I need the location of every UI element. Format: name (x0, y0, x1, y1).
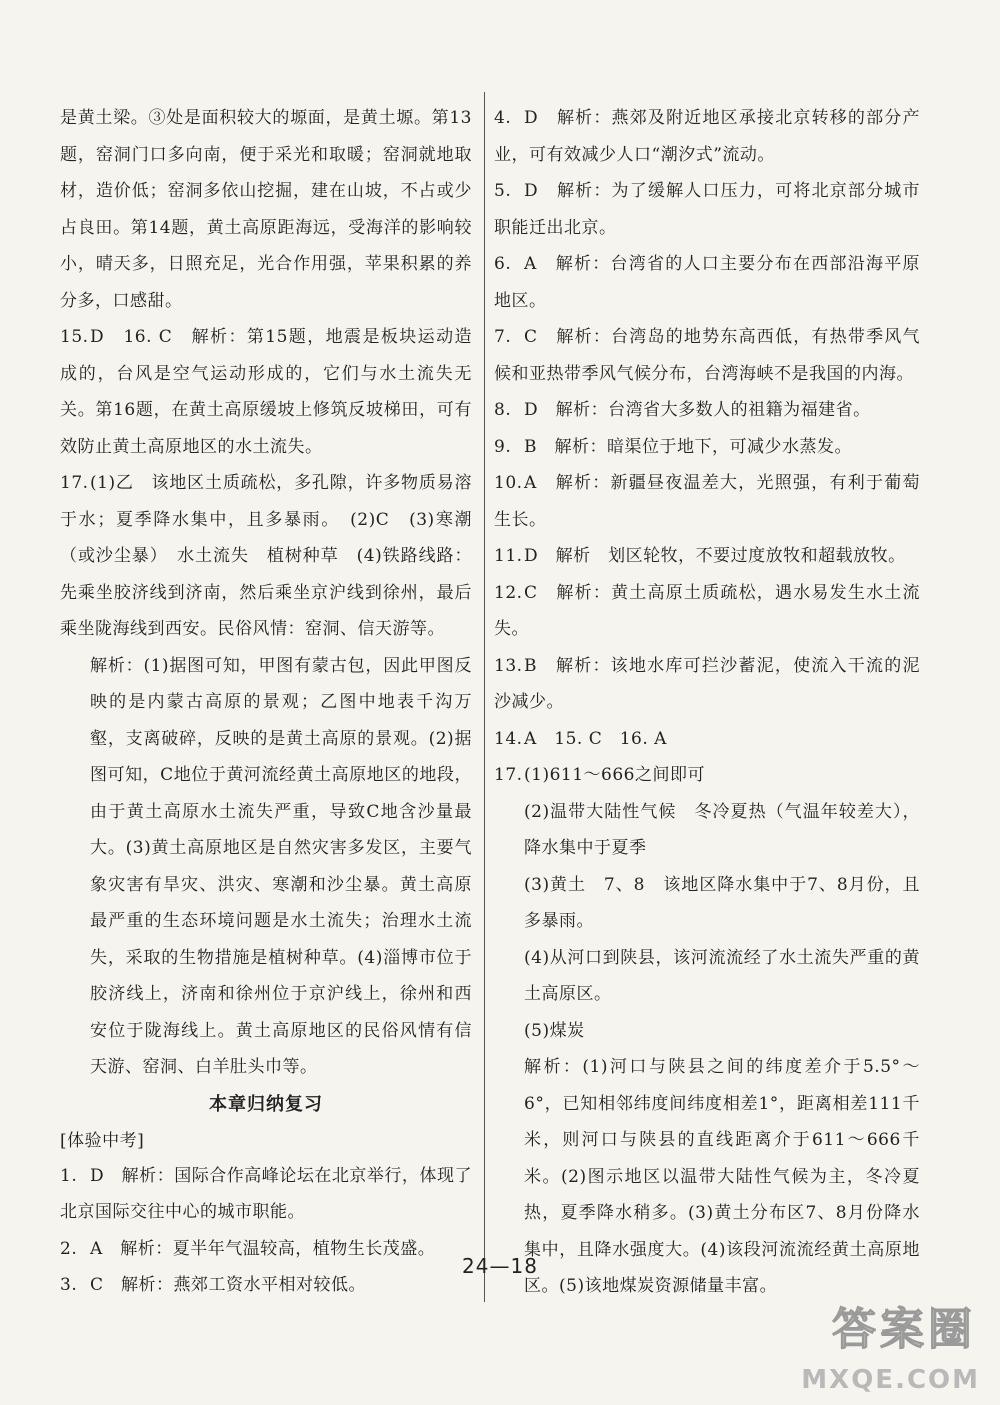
item-number: 10. (494, 473, 523, 493)
item-number: 5. (494, 181, 512, 201)
answer-item (494, 392, 920, 429)
answer-part: (5)煤炭 (524, 1020, 585, 1041)
answer-item-17 (494, 757, 920, 794)
continuation-text: 是黄土梁。③处是面积较大的塬面，是黄土塬。第13题，窑洞门口多向南，便于采光和取暖；窑洞就地取材，造价低；窑洞多依山挖掘，建在山坡，不占或少占良田。第14题，黄土高原距海远，受海洋的影响较小，晴天多，日照充足，光合作用强，苹果积累的养分多，口感甜。 (60, 108, 472, 311)
item-number: 14. (494, 728, 523, 749)
watermark (762, 1304, 992, 1399)
page-number: 24—18 (462, 1254, 538, 1278)
item-number: 1. (60, 1165, 78, 1186)
answer-item (494, 538, 920, 575)
answer-item (60, 1158, 472, 1231)
item-text: C 解析：黄土高原土质疏松，遇水易发生水土流失。 (494, 582, 920, 639)
answer-item (494, 721, 920, 758)
item-number: 3. (60, 1275, 78, 1295)
watermark-site: MXQE.COM (801, 1365, 980, 1395)
answer-item (494, 173, 920, 246)
answer-part: (2)温带大陆性气候 冬冷夏热（气温年较差大），降水集中于夏季 (524, 801, 920, 858)
item-text: D 解析：燕郊及附近地区承接北京转移的部分产业，可有效减少人口“潮汐式”流动。 (494, 108, 920, 165)
item-text: A 解析：夏半年气温较高，植物生长茂盛。 (90, 1238, 436, 1259)
item-text: (1)乙 该地区土质疏松，多孔隙，许多物质易溶于水；夏季降水集中，且多暴雨。 (2)C (3)寒潮（或沙尘暴） 水土流失 植树种草 (4)铁路线路：先乘坐胶济线到济南，然后乘坐京沪线到徐州，最后乘坐陇海线到西安。民俗风情：窑洞、信天游等。 (60, 473, 472, 639)
item-text: A 解析：新疆昼夜温差大，光照强，有利于葡萄生长。 (494, 473, 920, 530)
item-text: A 解析：台湾省的人口主要分布在西部沿海平原地区。 (494, 254, 920, 311)
analysis-text: 解析：(1)据图可知，甲图有蒙古包，因此甲图反映的是内蒙古高原的景观；乙图中地表千沟万壑，支离破碎，反映的是黄土高原的景观。(2)据图可知，C地位于黄河流经黄土高原地区的地段，由于黄土高原水土流失严重，导致C地含沙量最大。(3)黄土高原地区是自然灾害多发区，主要气象灾害有旱灾、洪灾、寒潮和沙尘暴。黄土高原最严重的生态环境问题是水土流失；治理水土流失，采取的生物措施是植树种草。(4)淄博市位于胶济线上，济南和徐州位于京沪线上，徐州和西安位于陇海线上。黄土高原地区的民俗风情有信天游、窑洞、白羊肚头巾等。 (90, 655, 472, 1077)
item-number: 8. (494, 400, 512, 420)
item-text: C 解析：燕郊工资水平相对较低。 (90, 1275, 367, 1295)
answer-item (494, 246, 920, 319)
item-text: D 解析：台湾省大多数人的祖籍为福建省。 (524, 400, 871, 420)
answer-item (494, 319, 920, 392)
item-text: D 16. C 解析：第15题，地震是板块运动造成的，台风是空气运动形成的，它们与水土流失无关。第16题，在黄土高原缓坡上修筑反坡梯田，可有效防止黄土高原地区的水土流失。 (60, 327, 472, 457)
item-text: A 15. C 16. A (524, 728, 667, 749)
item-text: (1)611～666之间即可 (524, 765, 705, 785)
right-column (494, 100, 920, 1305)
item-text: D 解析：为了缓解人口压力，可将北京部分城市职能迁出北京。 (494, 181, 920, 238)
answer-item-17 (60, 465, 472, 648)
watermark-logo: 答案圈 (832, 1304, 976, 1355)
item-number: 4. (494, 108, 512, 128)
item-number: 17. (60, 473, 89, 493)
item-number: 12. (494, 582, 523, 603)
section-heading: 本章归纳复习 (209, 1093, 323, 1115)
item-text: B 解析：该地水库可拦沙蓄泥，使流入干流的泥沙减少。 (494, 655, 920, 712)
item-text: D 解析：国际合作高峰论坛在北京举行，体现了北京国际交往中心的城市职能。 (60, 1165, 472, 1222)
item-number: 6. (494, 254, 512, 274)
item-number: 13. (494, 655, 523, 676)
answer-item (494, 575, 920, 648)
item-number: 11. (494, 546, 523, 566)
item-number: 9. (494, 436, 512, 457)
analysis-text: 解析：(1)河口与陕县之间的纬度差介于5.5°～6°，已知相邻纬度间纬度相差1°，距离相差111千米，则河口与陕县的直线距离介于611～666千米。(2)图示地区以温带大陆性气候为主，冬冷夏热，夏季降水稍多。(3)黄土分布区7、8月份降水集中，且降水强度大。(4)该段河流流经黄土高原地区。(5)该地煤炭资源储量丰富。 (524, 1057, 920, 1296)
item-text: C 解析：台湾岛的地势东高西低，有热带季风气候和亚热带季风气候分布，台湾海峡不是我国的内海。 (494, 327, 920, 384)
left-column (60, 100, 472, 1304)
item-number: 15. (60, 327, 89, 347)
answer-item-15 (60, 319, 472, 465)
answer-item (494, 465, 920, 538)
item-number: 2. (60, 1238, 78, 1259)
column-divider (484, 92, 485, 1302)
item-number: 7. (494, 327, 512, 347)
item-number: 17. (494, 765, 523, 785)
answer-part: (3)黄土 7、8 该地区降水集中于7、8月份，且多暴雨。 (524, 874, 920, 931)
item-text: B 解析：暗渠位于地下，可减少水蒸发。 (524, 436, 852, 457)
answer-item (494, 429, 920, 466)
answer-item (494, 100, 920, 173)
section-tag: [体验中考] (60, 1130, 145, 1151)
answer-item (494, 648, 920, 721)
answer-part: (4)从河口到陕县，该河流流经了水土流失严重的黄土高原区。 (524, 947, 920, 1004)
item-text: D 解析 划区轮牧，不要过度放牧和超载放牧。 (524, 546, 906, 566)
